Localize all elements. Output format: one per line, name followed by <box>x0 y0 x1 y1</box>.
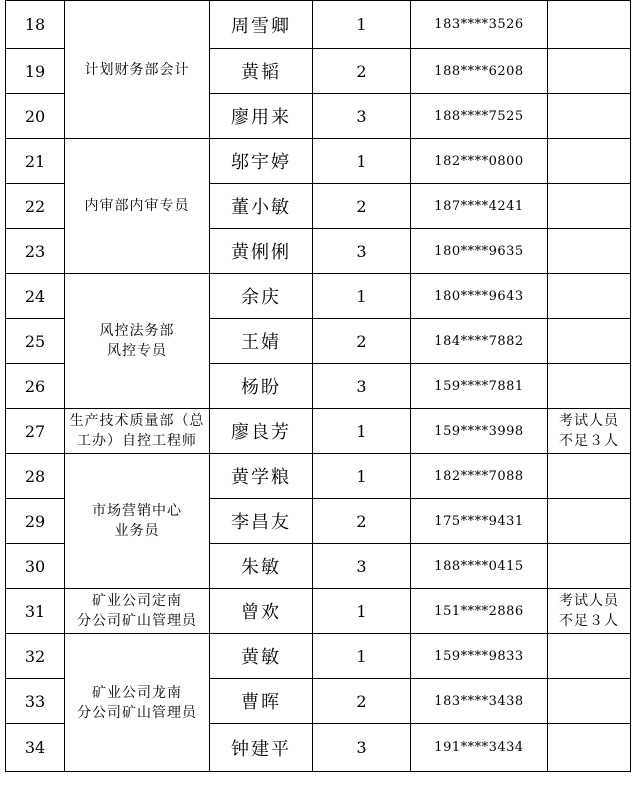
rank: 3 <box>313 229 411 274</box>
candidate-name: 李昌友 <box>210 499 313 544</box>
roster-body <box>6 1 631 772</box>
remark-empty <box>548 499 631 544</box>
rank: 2 <box>313 499 411 544</box>
row-number: 27 <box>6 409 65 454</box>
table-row <box>6 139 631 184</box>
row-number: 25 <box>6 319 65 364</box>
remark-empty <box>548 274 631 319</box>
phone-number: 183****3526 <box>411 1 548 49</box>
candidate-name: 曹晖 <box>210 679 313 724</box>
table-row <box>6 274 631 319</box>
phone-number: 159****3998 <box>411 409 548 454</box>
rank: 3 <box>313 94 411 139</box>
rank: 1 <box>313 139 411 184</box>
rank: 1 <box>313 1 411 49</box>
phone-number: 151****2886 <box>411 589 548 634</box>
candidate-roster-table <box>5 0 631 772</box>
rank: 1 <box>313 589 411 634</box>
row-number: 33 <box>6 679 65 724</box>
remark-empty <box>548 94 631 139</box>
phone-number: 188****0415 <box>411 544 548 589</box>
rank: 1 <box>313 409 411 454</box>
department-position: 风控法务部 风控专员 <box>65 274 210 409</box>
rank: 3 <box>313 544 411 589</box>
remark-empty <box>548 364 631 409</box>
candidate-name: 王婧 <box>210 319 313 364</box>
row-number: 24 <box>6 274 65 319</box>
rank: 1 <box>313 454 411 499</box>
remark-empty <box>548 319 631 364</box>
table-row <box>6 1 631 49</box>
phone-number: 183****3438 <box>411 679 548 724</box>
rank: 2 <box>313 319 411 364</box>
row-number: 31 <box>6 589 65 634</box>
row-number: 18 <box>6 1 65 49</box>
department-position: 内审部内审专员 <box>65 139 210 274</box>
candidate-name: 黄俐俐 <box>210 229 313 274</box>
remark-empty <box>548 139 631 184</box>
remark-empty <box>548 679 631 724</box>
candidate-name: 杨盼 <box>210 364 313 409</box>
row-number: 23 <box>6 229 65 274</box>
remark: 考试人员 不足３人 <box>548 589 631 634</box>
row-number: 21 <box>6 139 65 184</box>
rank: 2 <box>313 49 411 94</box>
department-position: 生产技术质量部（总 工办）自控工程师 <box>65 409 210 454</box>
row-number: 29 <box>6 499 65 544</box>
phone-number: 159****9833 <box>411 634 548 679</box>
rank: 1 <box>313 274 411 319</box>
candidate-name: 黄敏 <box>210 634 313 679</box>
phone-number: 187****4241 <box>411 184 548 229</box>
row-number: 30 <box>6 544 65 589</box>
rank: 2 <box>313 184 411 229</box>
table-row <box>6 409 631 454</box>
candidate-name: 钟建平 <box>210 724 313 772</box>
row-number: 19 <box>6 49 65 94</box>
department-position: 计划财务部会计 <box>65 1 210 139</box>
candidate-name: 董小敏 <box>210 184 313 229</box>
candidate-name: 周雪卿 <box>210 1 313 49</box>
remark-empty <box>548 634 631 679</box>
remark-empty <box>548 229 631 274</box>
candidate-name: 黄韬 <box>210 49 313 94</box>
phone-number: 184****7882 <box>411 319 548 364</box>
rank: 2 <box>313 679 411 724</box>
remark: 考试人员 不足３人 <box>548 409 631 454</box>
candidate-name: 曾欢 <box>210 589 313 634</box>
row-number: 34 <box>6 724 65 772</box>
remark-empty <box>548 184 631 229</box>
table-row <box>6 589 631 634</box>
rank: 1 <box>313 634 411 679</box>
phone-number: 182****0800 <box>411 139 548 184</box>
phone-number: 188****6208 <box>411 49 548 94</box>
remark-empty <box>548 724 631 772</box>
phone-number: 191****3434 <box>411 724 548 772</box>
remark-empty <box>548 454 631 499</box>
row-number: 32 <box>6 634 65 679</box>
row-number: 22 <box>6 184 65 229</box>
table-row <box>6 454 631 499</box>
candidate-name: 廖用来 <box>210 94 313 139</box>
rank: 3 <box>313 724 411 772</box>
candidate-name: 邬宇婷 <box>210 139 313 184</box>
candidate-name: 黄学粮 <box>210 454 313 499</box>
remark-empty <box>548 544 631 589</box>
candidate-name: 余庆 <box>210 274 313 319</box>
candidate-name: 朱敏 <box>210 544 313 589</box>
department-position: 矿业公司定南 分公司矿山管理员 <box>65 589 210 634</box>
remark-empty <box>548 49 631 94</box>
phone-number: 175****9431 <box>411 499 548 544</box>
phone-number: 188****7525 <box>411 94 548 139</box>
row-number: 20 <box>6 94 65 139</box>
phone-number: 180****9643 <box>411 274 548 319</box>
candidate-name: 廖良芳 <box>210 409 313 454</box>
phone-number: 180****9635 <box>411 229 548 274</box>
row-number: 26 <box>6 364 65 409</box>
table-row <box>6 634 631 679</box>
phone-number: 159****7881 <box>411 364 548 409</box>
department-position: 矿业公司龙南 分公司矿山管理员 <box>65 634 210 772</box>
department-position: 市场营销中心 业务员 <box>65 454 210 589</box>
remark-empty <box>548 1 631 49</box>
rank: 3 <box>313 364 411 409</box>
phone-number: 182****7088 <box>411 454 548 499</box>
row-number: 28 <box>6 454 65 499</box>
